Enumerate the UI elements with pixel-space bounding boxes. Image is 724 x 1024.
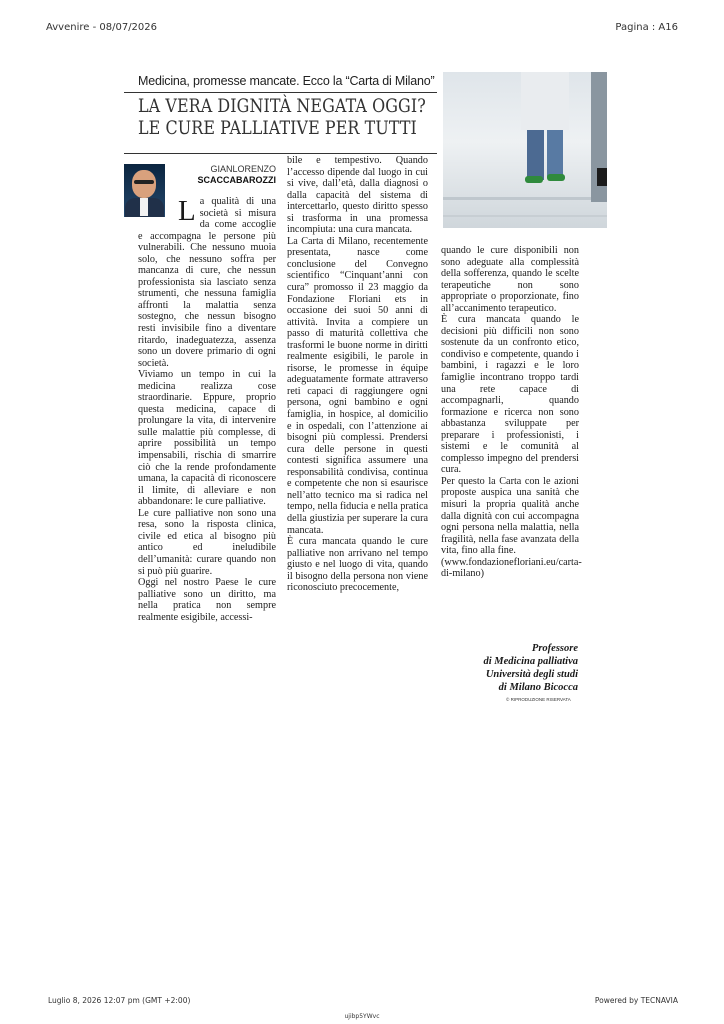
page-number-header: Pagina : A16 — [615, 22, 678, 33]
paragraph: Oggi nel nostro Paese le cure palliative sono un diritto, ma nella pratica non sempre realmente esigibile, accessi- — [138, 577, 276, 623]
paragraph: a qualità di una società si misura da come accoglie e accompagna le persone più vulnerabili. Che nessuno muoia solo, che nessuno soffra per mancanza di cure, che nessun professionista sia lasciato senza strumenti, che nessuna famiglia affronti la malattia senza sostegno, che nessun bisogno resti invisibile fino a diventare ritardo, inadeguatezza, assenza sono un dovere primario di ogni società. — [138, 196, 276, 369]
paragraph: quando le cure disponibili non sono adeguate alla complessità della sofferenza, quando le scelte terapeutiche non sono appropriate o proporzionate, fino all’accanimento terapeutico. — [441, 245, 579, 314]
drop-cap: L — [178, 195, 196, 227]
article-photo — [443, 72, 607, 228]
article-column-2 — [287, 155, 428, 594]
author-byline — [168, 164, 276, 186]
paragraph: bile e tempestivo. Quando l’accesso dipende dal luogo in cui si vive, dall’età, dalla diagnosi o dalla capacità del sistema di intercettarlo, questo diritto spesso si trasforma in una promessa incompiuta: una cura mancata. — [287, 155, 428, 236]
article-column-3 — [441, 245, 582, 580]
title-line-2: LE CURE PALLIATIVE PER TUTTI — [138, 118, 417, 139]
newspaper-date-header: Avvenire - 08/07/2026 — [46, 22, 158, 33]
article-column-1 — [138, 196, 276, 623]
paragraph: Viviamo un tempo in cui la medicina realizza cose straordinarie. Eppure, proprio questa medicina, capace di prolungare la vita, di intervenire sulle malattie più complesse, di aprire possibilità un tempo impensabili, rischia di smarrire ciò che la rende profondamente umana, la capacità di riconoscere il limite, di alleviare e non abbandonare: le cure palliative. — [138, 369, 276, 508]
powered-by-footer: Powered by TECNAVIA — [594, 996, 678, 1005]
paragraph: È cura mancata quando le decisioni più difficili non sono sostenute da un confronto etico, condiviso e competente, quando i bambini, i ragazzi e le loro famiglie incontrano troppo tardi una rete capace di accompagnarli, quando formazione e ricerca non sono abbastanza sviluppate per preparare i professionisti, i sistemi e le comunità al complesso impegno del prendersi cura. — [441, 314, 579, 476]
author-signature: Professore di Medicina palliativa Università degli studi di Milano Bicocca — [483, 643, 578, 693]
kicker-divider — [124, 92, 437, 93]
article-kicker: Medicina, promesse mancate. Ecco la “Carta di Milano” — [138, 74, 435, 88]
reference-link: (www.fondazionefloriani.eu/carta-di-milano) — [441, 556, 582, 580]
author-last-name: SCACCABAROZZI — [197, 175, 276, 185]
page-code: ujibp5YWvc — [344, 1013, 380, 1020]
title-divider — [124, 153, 437, 154]
paragraph: Le cure palliative non sono una resa, sono la risposta clinica, civile ed etica al bisogno più antico ed ineludibile dell’umanità: curare quando non si può più guarire. — [138, 507, 276, 577]
copyright-notice: © RIPRODUZIONE RISERVATA — [506, 697, 571, 702]
paragraph: È cura mancata quando le cure palliative non arrivano nel tempo giusto e nel luogo di vita, quando il bisogno della persona non viene riconosciuto precocemente, — [287, 536, 428, 594]
title-line-1: LA VERA DIGNITÀ NEGATA OGGI? — [138, 96, 426, 117]
paragraph: La Carta di Milano, recentemente presentata, nasce come conclusione del Convegno scientifico “Cinquant’anni con cura” promosso il 23 maggio da Fondazione Floriani ets in occasione dei suoi 50 anni di attività. Invita a compiere un passo di maturità collettiva che trasformi le buone norme in diritti realmente esigibili, le parole in risorse, le promesse in équipe adeguatamente formate attraverso reti capaci di raggiungere ogni persona, ogni bambino e ogni famiglia, in hospice, al domicilio e in ospedali, con l’attenzione ai bisogni più complessi. Prendersi cura delle persone in questi contesti significa assumere una responsabilità condivisa, continua e competente che non si esaurisce nell’atto tecnico ma si radica nel tempo, nella fiducia e nella pratica della giustizia per superare la cura mancata. — [287, 235, 428, 536]
timestamp-footer: Luglio 8, 2026 12:07 pm (GMT +2:00) — [48, 996, 191, 1005]
article-title — [138, 96, 426, 140]
author-first-name: GIANLORENZO — [210, 164, 276, 174]
paragraph: Per questo la Carta con le azioni proposte auspica una sanità che misuri la propria qualità anche dalla dignità con cui accompagna ogni persona nella malattia, nella fragilità, nella fase avanzata della vita, fino alla fine. — [441, 475, 579, 557]
